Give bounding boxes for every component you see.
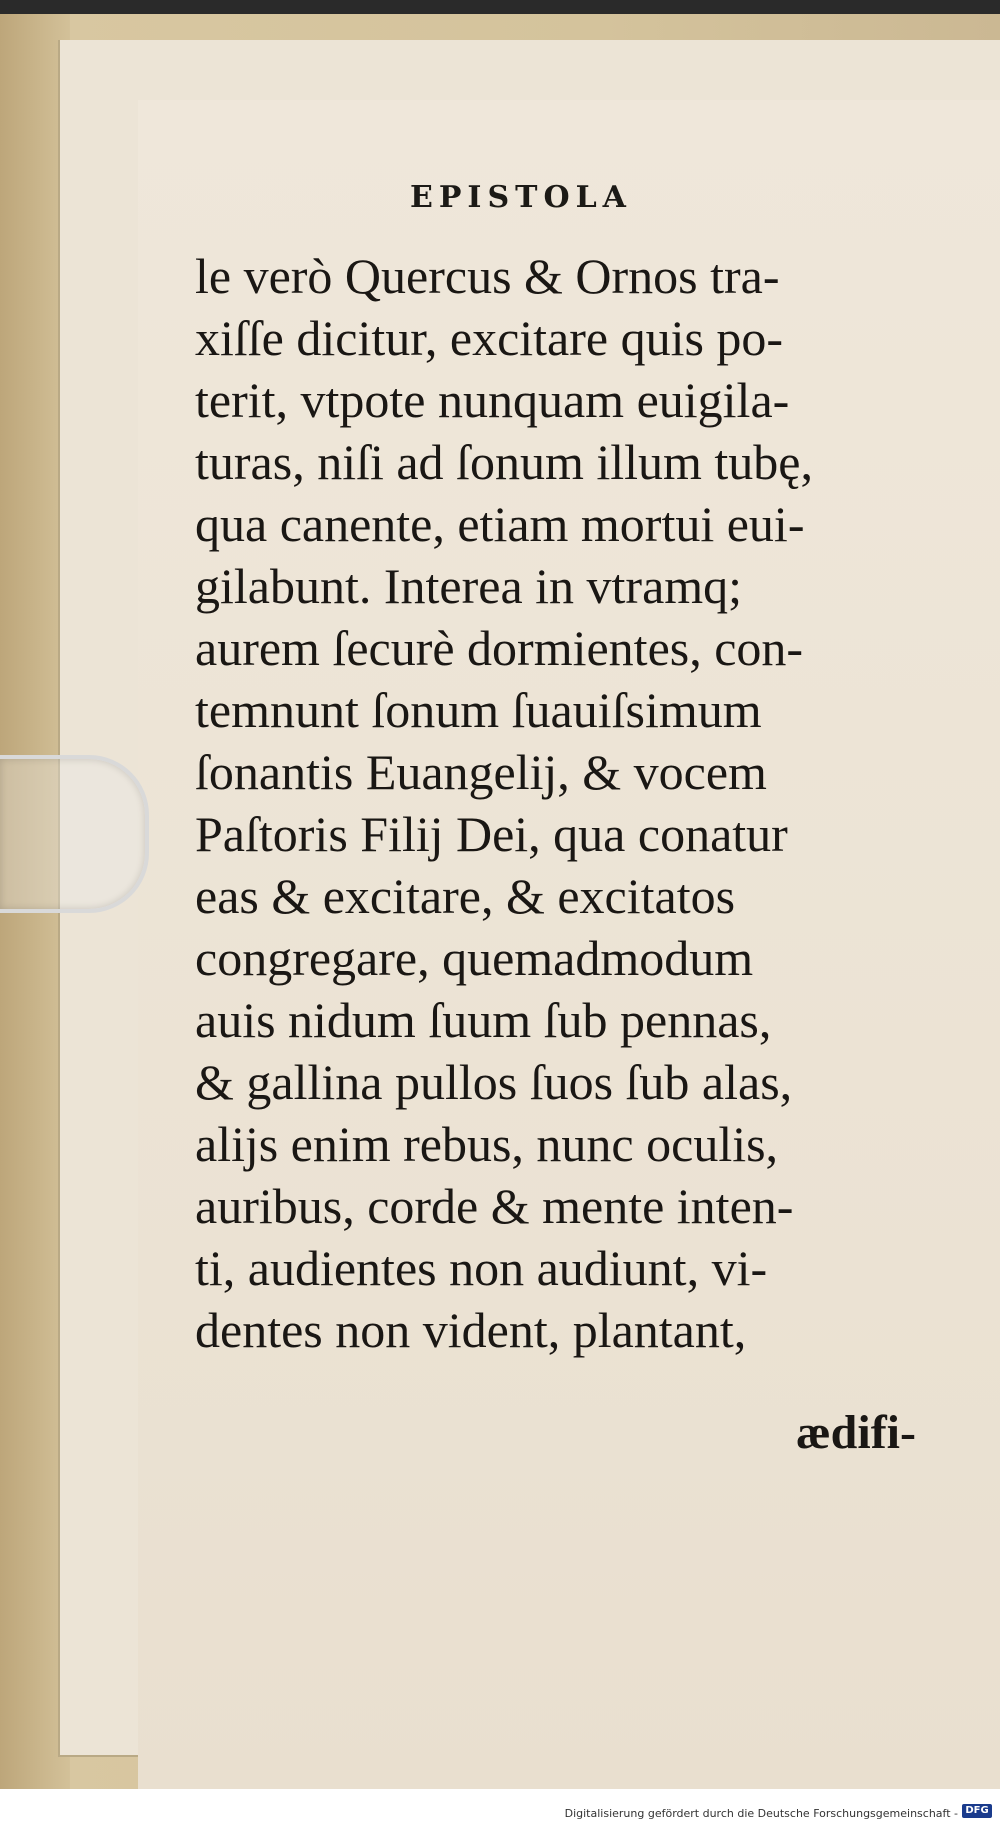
text-line: le verò Quercus & Ornos tra- <box>195 248 780 304</box>
text-line: ti, audientes non audiunt, vi- <box>195 1240 768 1296</box>
text-line: turas, niſi ad ſonum illum tubę, <box>195 434 813 490</box>
text-line: Paſtoris Filĳ Dei, qua conatur <box>195 806 788 862</box>
text-line: ſonantis Euangelĳ, & vocem <box>195 744 767 800</box>
text-line: temnunt ſonum ſuauiſsimum <box>195 682 762 738</box>
text-line: & gallina pullos ſuos ſub alas, <box>195 1054 793 1110</box>
text-line: qua canente, etiam mortui eui- <box>195 496 805 552</box>
text-line: xiſſe dicitur, excitare quis po- <box>195 310 784 366</box>
digitization-credit: Digitalisierung gefördert durch die Deutsche Forschungsgemeinschaft - <box>564 1807 958 1820</box>
text-line: auis nidum ſuum ſub pennas, <box>195 992 772 1048</box>
running-head: EPISTOLA <box>410 180 632 215</box>
text-line: alĳs enim rebus, nunc oculis, <box>195 1116 779 1172</box>
text-line: gilabunt. Interea in vtramq; <box>195 558 743 614</box>
text-line: auribus, corde & mente inten- <box>195 1178 794 1234</box>
clasp-icon <box>0 755 149 913</box>
catchword: ædifi- <box>796 1406 916 1459</box>
dfg-logo: DFG <box>962 1804 992 1818</box>
text-line: terit, vtpote nunquam euigila- <box>195 372 790 428</box>
text-line: aurem ſecurè dormientes, con- <box>195 620 804 676</box>
text-line: congregare, quemadmodum <box>195 930 754 986</box>
scan-top-edge <box>0 0 1000 14</box>
text-block <box>195 245 915 1361</box>
text-line: dentes non vident, plantant, <box>195 1302 747 1358</box>
text-line: eas & excitare, & excitatos <box>195 868 736 924</box>
